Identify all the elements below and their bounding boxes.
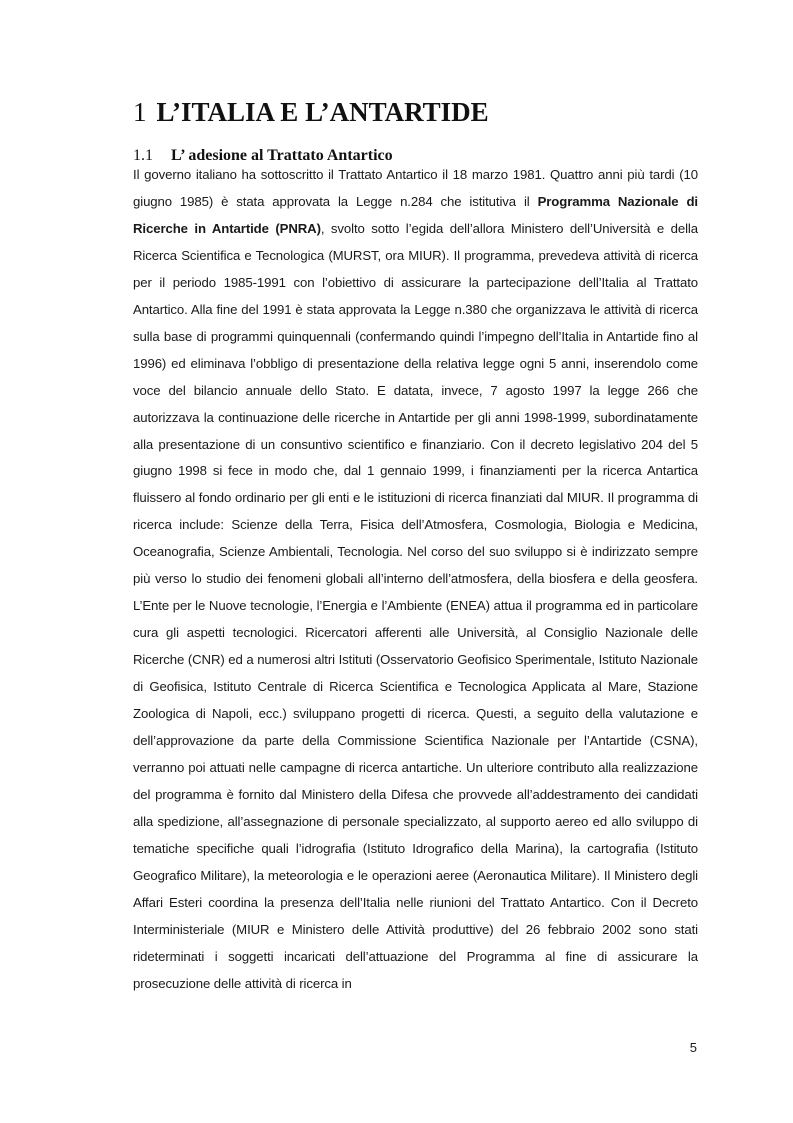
body-paragraph bbox=[133, 162, 698, 998]
page-number: 5 bbox=[689, 1040, 697, 1055]
section-number: 1.1 bbox=[133, 147, 153, 164]
paragraph-text-start: Il governo italiano ha sottoscritto il Trattato Antartico il 18 marzo 1981. Quattro anni più tardi (10 giugno 1985) è stata approvata la Legge n.284 che istitutiva il bbox=[133, 167, 698, 209]
paragraph-text-rest: , svolto sotto l’egida dell’allora Ministero dell’Università e della Ricerca Scientifica e Tecnologica (MURST, ora MIUR). Il programma, prevedeva attività di ricerca per il periodo 1985-1991 con l’obiettivo di assicurare la partecipazione dell’Italia al Trattato Antartico. Alla fine del 1991 è stata approvata la Legge n.380 che organizzava le attività di ricerca sulla base di programmi quinquennali (confermando quindi l’impegno dell’Italia in Antartide fino al 1996) ed eliminava l’obbligo di presentazione della relativa legge ogni 5 anni, inserendolo come voce del bilancio annuale dello Stato. E datata, invece, 7 agosto 1997 la legge 266 che autorizzava la continuazione delle ricerche in Antartide per gli anni 1998-1999, subordinatamente alla presentazione di un consuntivo scientifico e finanziario. Con il decreto legislativo 204 del 5 giugno 1998 si fece in modo che, dal 1 gennaio 1999, i finanziamenti per la ricerca Antartica fluissero al fondo ordinario per gli enti e le istituzioni di ricerca finanziati dal MIUR. Il programma di ricerca include: Scienze della Terra, Fisica dell’Atmosfera, Cosmologia, Biologia e Medicina, Oceanografia, Scienze Ambientali, Tecnologia. Nel corso del suo sviluppo si è indirizzato sempre più verso lo studio dei fenomeni globali all’interno dell’atmosfera, della biosfera e della geosfera. L’Ente per le Nuove tecnologie, l’Energia e l’Ambiente (ENEA) attua il programma ed in particolare cura gli aspetti tecnologici. Ricercatori afferenti alle Università, al Consiglio Nazionale delle Ricerche (CNR) ed a numerosi altri Istituti (Osservatorio Geofisico Sperimentale, Istituto Nazionale di Geofisica, Istituto Centrale di Ricerca Scientifica e Tecnologica Applicata al Mare, Stazione Zoologica di Napoli, ecc.) sviluppano progetti di ricerca. Questi, a seguito della valutazione e dell’approvazione da parte della Commissione Scientifica Nazionale per l’Antartide (CSNA), verranno poi attuati nelle campagne di ricerca antartiche. Un ulteriore contributo alla realizzazione del programma è fornito dal Ministero della Difesa che provvede all’addestramento dei candidati alla spedizione, all’assegnazione di personale specializzato, al supporto aereo ed allo sviluppo di tematiche specifiche quali l’idrografia (Istituto Idrografico della Marina), la cartografia (Istituto Geografico Militare), la meteorologia e le operazioni aeree (Aeronautica Militare). Il Ministero degli Affari Esteri coordina la presenza dell’Italia nelle riunioni del Trattato Antartico. Con il Decreto Interministeriale (MIUR e Ministero delle Attività produttive) del 26 febbraio 2002 sono stati rideterminati i soggetti incaricati dell’attuazione del Programma al fine di assicurare la prosecuzione delle attività di ricerca in bbox=[133, 220, 698, 991]
chapter-title: L’ITALIA E L’ANTARTIDE bbox=[156, 97, 489, 127]
chapter-heading bbox=[133, 92, 489, 132]
chapter-number: 1 bbox=[133, 97, 147, 127]
section-title: L’ adesione al Trattato Antartico bbox=[171, 147, 393, 164]
paragraph-bold-program-name: Programma Nazionale di Ricerche in Antartide (PNRA) bbox=[133, 193, 698, 236]
